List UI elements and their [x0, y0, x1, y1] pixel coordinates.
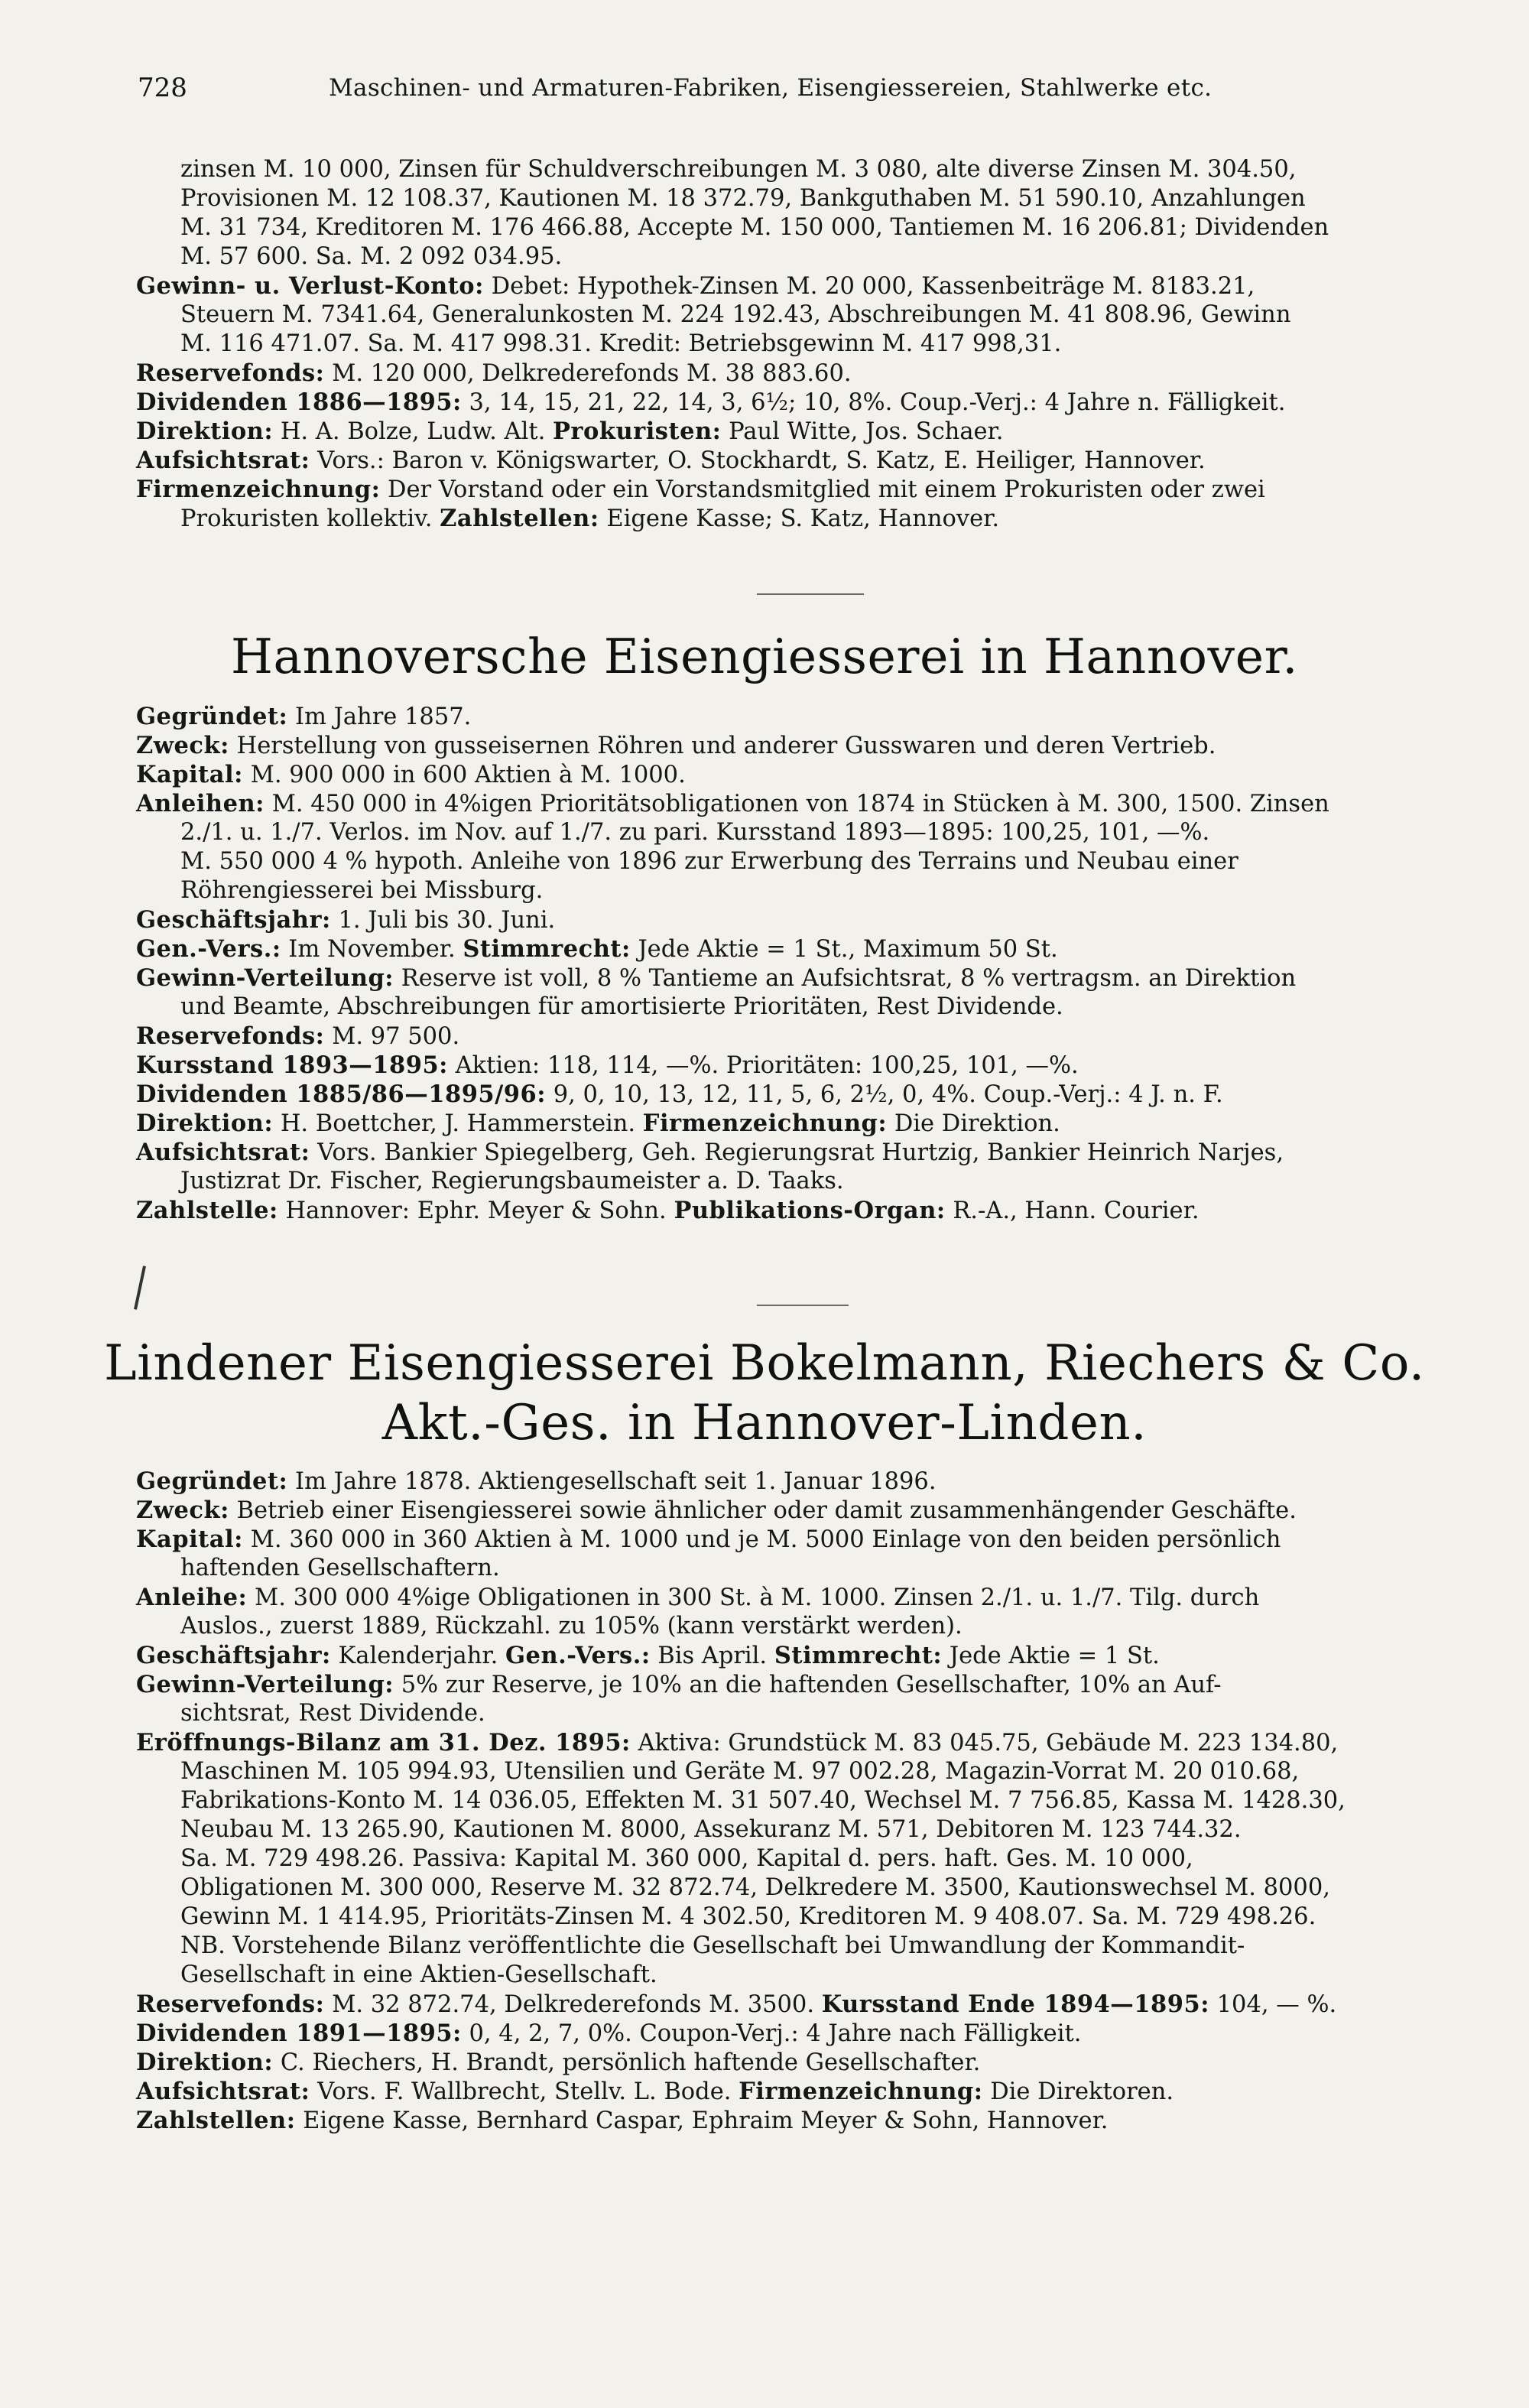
text-line: M. 31 734, Kreditoren M. 176 466.88, Accepte M. 150 000, Tantiemen M. 16 206.81; Dividenden	[180, 214, 1329, 241]
entry-label: Anleihen:	[136, 790, 265, 817]
text-line: M. 116 471.07. Sa. M. 417 998.31. Kredit: Betriebsgewinn M. 417 998,31.	[180, 330, 1062, 357]
text-line: Röhrengiesserei bei Missburg.	[180, 877, 544, 904]
entry-label: Reservefonds:	[136, 359, 325, 387]
text-line: Zweck: Herstellung von gusseisernen Röhren und anderer Gusswaren und deren Vertrieb.	[136, 732, 1216, 759]
entry-label: Geschäftsjahr:	[136, 906, 331, 934]
stray-pen-mark	[134, 1266, 146, 1310]
entry-label: Stimmrecht:	[463, 935, 631, 963]
entry-label: Zweck:	[136, 732, 229, 759]
entry-label: Kursstand Ende 1894—1895:	[821, 1990, 1209, 2018]
entry-label: Geschäftsjahr:	[136, 1642, 331, 1669]
entry-label: Dividenden 1891—1895:	[136, 2020, 462, 2047]
entry-label: Dividenden 1885/86—1895/96:	[136, 1081, 546, 1108]
preceding-entry	[136, 155, 1488, 568]
text-line: Aufsichtsrat: Vors.: Baron v. Königswarter, O. Stockhardt, S. Katz, E. Heiliger, Hannover.	[136, 447, 1206, 474]
page-number: 728	[138, 73, 187, 103]
entry-label: Reservefonds:	[136, 1022, 325, 1050]
text-line: zinsen M. 10 000, Zinsen für Schuldverschreibungen M. 3 080, alte diverse Zinsen M. 304.50,	[180, 156, 1297, 183]
company-subtitle: Akt.-Ges. in Hannover-Linden.	[381, 1395, 1148, 1451]
company-entry-hannoversche	[136, 702, 1488, 1237]
entry-label: Firmenzeichnung:	[642, 1110, 888, 1137]
text-line: Gesellschaft in eine Aktien-Gesellschaft.	[180, 1961, 657, 1988]
text-line: Gegründet: Im Jahre 1878. Aktiengesellschaft seit 1. Januar 1896.	[136, 1467, 937, 1495]
text-line: Zweck: Betrieb einer Eisengiesserei sowie ähnlicher oder damit zusammenhängender Geschäfte.	[136, 1496, 1297, 1524]
section-divider	[757, 593, 864, 595]
text-line: Justizrat Dr. Fischer, Regierungsbaumeister a. D. Taaks.	[180, 1168, 844, 1194]
text-line: Neubau M. 13 265.90, Kautionen M. 8000, Assekuranz M. 571, Debitoren M. 123 744.32.	[180, 1816, 1242, 1843]
text-line: Firmenzeichnung: Der Vorstand oder ein Vorstandsmitglied mit einem Prokuristen oder zwei	[136, 476, 1265, 503]
text-line: Reservefonds: M. 32 872.74, Delkrederefonds M. 3500. Kursstand Ende 1894—1895: 104, — %.	[136, 1990, 1337, 2018]
entry-label: Gegründet:	[136, 703, 288, 730]
text-line: und Beamte, Abschreibungen für amortisierte Prioritäten, Rest Dividende.	[180, 993, 1063, 1020]
text-line: haftenden Gesellschaftern.	[180, 1555, 500, 1581]
entry-label: Direktion:	[136, 1110, 274, 1137]
text-line: Gewinn-Verteilung: Reserve ist voll, 8 % Tantieme an Aufsichtsrat, 8 % vertragsm. an Direktion	[136, 964, 1297, 992]
entry-label: Kursstand 1893—1895:	[136, 1051, 448, 1079]
company-title: Lindener Eisengiesserei Bokelmann, Riechers & Co.	[104, 1335, 1425, 1392]
text-line: Sa. M. 729 498.26. Passiva: Kapital M. 360 000, Kapital d. pers. haft. Ges. M. 10 000,	[180, 1845, 1193, 1872]
text-line: Gegründet: Im Jahre 1857.	[136, 703, 472, 730]
text-line: Provisionen M. 12 108.37, Kautionen M. 18 372.79, Bankguthaben M. 51 590.10, Anzahlungen	[180, 185, 1306, 212]
text-line: Anleihe: M. 300 000 4%ige Obligationen in 300 St. à M. 1000. Zinsen 2./1. u. 1./7. Tilg. durch	[136, 1584, 1260, 1611]
entry-label: Prokuristen:	[553, 418, 722, 445]
text-line: Direktion: C. Riechers, H. Brandt, persönlich haftende Gesellschafter.	[136, 2049, 981, 2076]
text-line: 2./1. u. 1./7. Verlos. im Nov. auf 1./7. zu pari. Kursstand 1893—1895: 100,25, 101, —%.	[180, 819, 1210, 846]
text-line: Maschinen M. 105 994.93, Utensilien und Geräte M. 97 002.28, Magazin-Vorrat M. 20 010.68,	[180, 1758, 1300, 1785]
entry-label: Direktion:	[136, 418, 274, 445]
text-line: Aufsichtsrat: Vors. F. Wallbrecht, Stellv. L. Bode. Firmenzeichnung: Die Direktoren.	[136, 2078, 1174, 2105]
text-line: Direktion: H. Boettcher, J. Hammerstein. Firmenzeichnung: Die Direktion.	[136, 1110, 1060, 1137]
text-line: Steuern M. 7341.64, Generalunkosten M. 224 192.43, Abschreibungen M. 41 808.96, Gewinn	[180, 301, 1291, 328]
text-line: sichtsrat, Rest Dividende.	[180, 1700, 485, 1727]
text-line: Gewinn M. 1 414.95, Prioritäts-Zinsen M. 4 302.50, Kreditoren M. 9 408.07. Sa. M. 729 498.26.	[180, 1903, 1316, 1930]
entry-label: Gen.-Vers.:	[136, 935, 281, 963]
text-line: Anleihen: M. 450 000 in 4%igen Prioritätsobligationen von 1874 in Stücken à M. 300, 1500. Zinsen	[136, 790, 1329, 817]
text-line: Geschäftsjahr: Kalenderjahr. Gen.-Vers.: Bis April. Stimmrecht: Jede Aktie = 1 St.	[136, 1642, 1160, 1669]
section-divider	[757, 1305, 849, 1306]
text-line: Dividenden 1886—1895: 3, 14, 15, 21, 22, 14, 3, 6½; 10, 8%. Coup.-Verj.: 4 Jahre n. Fälligkeit.	[136, 388, 1286, 416]
text-line: Direktion: H. A. Bolze, Ludw. Alt. Prokuristen: Paul Witte, Jos. Schaer.	[136, 418, 1004, 445]
entry-label: Direktion:	[136, 2049, 274, 2076]
entry-label: Eröffnungs-Bilanz am 31. Dez. 1895:	[136, 1729, 631, 1756]
entry-label: Aufsichtsrat:	[136, 1139, 310, 1166]
entry-label: Firmenzeichnung:	[136, 476, 381, 503]
text-line: Kapital: M. 360 000 in 360 Aktien à M. 1000 und je M. 5000 Einlage von den beiden persönlich	[136, 1526, 1281, 1553]
entry-label: Publikations-Organ:	[674, 1197, 946, 1224]
entry-label: Aufsichtsrat:	[136, 2078, 310, 2105]
entry-label: Gewinn- u. Verlust-Konto:	[136, 272, 484, 300]
running-title: Maschinen- und Armaturen-Fabriken, Eisengiessereien, Stahlwerke etc.	[329, 74, 1212, 102]
text-line: Reservefonds: M. 120 000, Delkrederefonds M. 38 883.60.	[136, 359, 852, 387]
company-entry-lindener	[136, 1467, 1488, 2155]
entry-label: Anleihe:	[136, 1584, 248, 1611]
text-line: Kursstand 1893—1895: Aktien: 118, 114, —%. Prioritäten: 100,25, 101, —%.	[136, 1051, 1079, 1079]
text-line: Kapital: M. 900 000 in 600 Aktien à M. 1000.	[136, 761, 686, 788]
entry-label: Gewinn-Verteilung:	[136, 1671, 394, 1698]
entry-label: Kapital:	[136, 761, 243, 788]
text-line: Obligationen M. 300 000, Reserve M. 32 872.74, Delkredere M. 3500, Kautionswechsel M. 8000,	[180, 1874, 1330, 1901]
text-line: Dividenden 1885/86—1895/96: 9, 0, 10, 13, 12, 11, 5, 6, 2½, 0, 4%. Coup.-Verj.: 4 J. n. F.	[136, 1081, 1223, 1108]
entry-label: Kapital:	[136, 1526, 243, 1553]
text-line: Zahlstelle: Hannover: Ephr. Meyer & Sohn. Publikations-Organ: R.-A., Hann. Courier.	[136, 1197, 1200, 1224]
text-line: Prokuristen kollektiv. Zahlstellen: Eigene Kasse; S. Katz, Hannover.	[180, 505, 1000, 532]
entry-label: Reservefonds:	[136, 1990, 325, 2018]
text-line: NB. Vorstehende Bilanz veröffentlichte die Gesellschaft bei Umwandlung der Kommandit-	[180, 1932, 1245, 1959]
entry-label: Gewinn-Verteilung:	[136, 964, 394, 992]
entry-label: Gen.-Vers.:	[505, 1642, 651, 1669]
entry-label: Aufsichtsrat:	[136, 447, 310, 474]
text-line: Geschäftsjahr: 1. Juli bis 30. Juni.	[136, 906, 556, 934]
text-line: M. 57 600. Sa. M. 2 092 034.95.	[180, 243, 563, 270]
entry-label: Gegründet:	[136, 1467, 288, 1495]
entry-label: Stimmrecht:	[774, 1642, 943, 1669]
text-line: Eröffnungs-Bilanz am 31. Dez. 1895: Aktiva: Grundstück M. 83 045.75, Gebäude M. 223 134.80,	[136, 1729, 1339, 1756]
text-line: Dividenden 1891—1895: 0, 4, 2, 7, 0%. Coupon-Verj.: 4 Jahre nach Fälligkeit.	[136, 2020, 1082, 2047]
entry-label: Zweck:	[136, 1496, 229, 1524]
running-header	[138, 73, 1483, 119]
entry-label: Zahlstellen:	[440, 505, 599, 532]
text-line: Gewinn-Verteilung: 5% zur Reserve, je 10% an die haftenden Gesellschafter, 10% an Auf-	[136, 1671, 1222, 1698]
text-line: Aufsichtsrat: Vors. Bankier Spiegelberg, Geh. Regierungsrat Hurtzig, Bankier Heinrich Narjes,	[136, 1139, 1284, 1166]
text-line: Gen.-Vers.: Im November. Stimmrecht: Jede Aktie = 1 St., Maximum 50 St.	[136, 935, 1058, 963]
entry-label: Zahlstellen:	[136, 2107, 296, 2134]
entry-label: Firmenzeichnung:	[739, 2078, 983, 2105]
entry-label: Zahlstelle:	[136, 1197, 278, 1224]
company-title: Hannoversche Eisengiesserei in Hannover.	[230, 629, 1299, 684]
text-line: Reservefonds: M. 97 500.	[136, 1022, 460, 1050]
text-line: Gewinn- u. Verlust-Konto: Debet: Hypothek-Zinsen M. 20 000, Kassenbeiträge M. 8183.21,	[136, 272, 1255, 300]
text-line: Fabrikations-Konto M. 14 036.05, Effekten M. 31 507.40, Wechsel M. 7 756.85, Kassa M. 1428.30,	[180, 1787, 1346, 1814]
text-line: Zahlstellen: Eigene Kasse, Bernhard Caspar, Ephraim Meyer & Sohn, Hannover.	[136, 2107, 1109, 2134]
text-line: M. 550 000 4 % hypoth. Anleihe von 1896 zur Erwerbung des Terrains und Neubau einer	[180, 848, 1238, 875]
text-line: Auslos., zuerst 1889, Rückzahl. zu 105% (kann verstärkt werden).	[180, 1613, 963, 1639]
entry-label: Dividenden 1886—1895:	[136, 388, 462, 416]
